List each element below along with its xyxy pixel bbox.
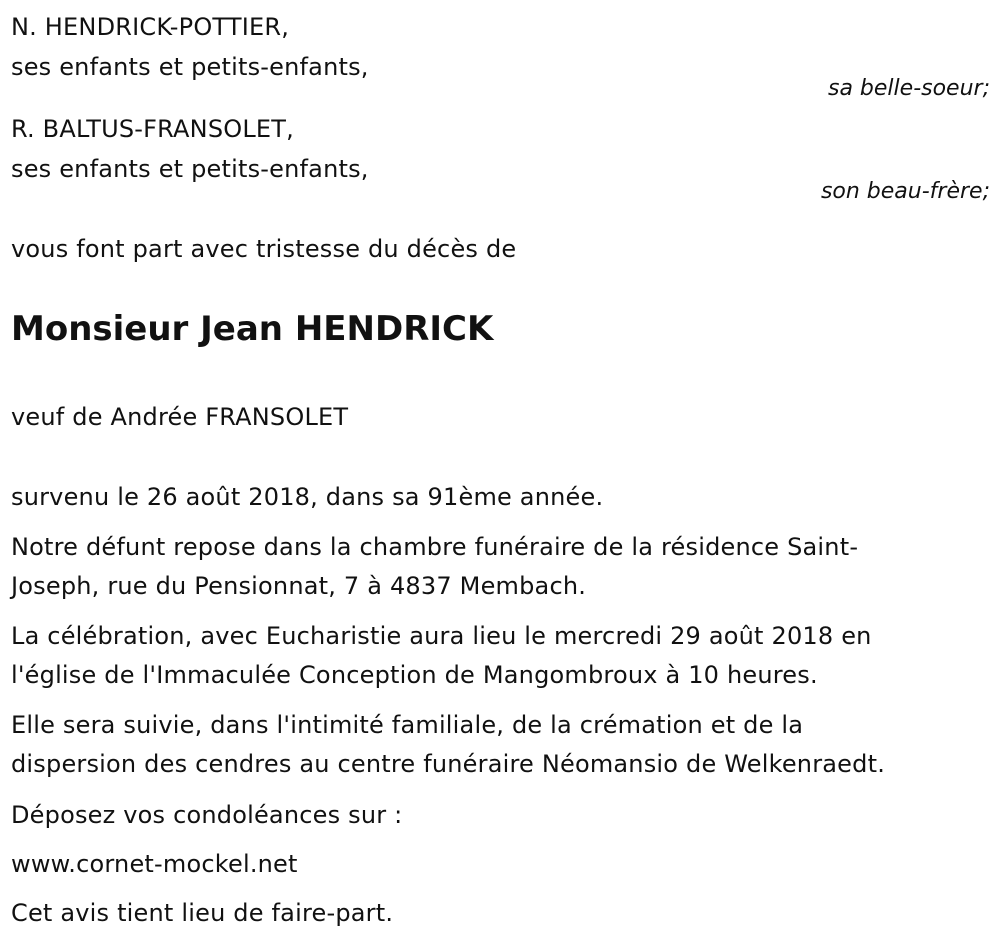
- announcer-name: R. BALTUS-FRANSOLET,: [11, 115, 294, 143]
- celebration-line-1: La célébration, avec Eucharistie aura lieu le mercredi 29 août 2018 en: [11, 622, 872, 650]
- announcer-name: N. HENDRICK-POTTIER,: [11, 13, 290, 41]
- repose-line-1: Notre défunt repose dans la chambre funéraire de la résidence Saint-: [11, 533, 859, 561]
- repose-line-2: Joseph, rue du Pensionnat, 7 à 4837 Membach.: [11, 572, 587, 600]
- closing-text: Cet avis tient lieu de faire-part.: [11, 899, 394, 927]
- cremation-line-2: dispersion des cendres au centre funéraire Néomansio de Welkenraedt.: [11, 750, 886, 778]
- cremation-line-1: Elle sera suivie, dans l'intimité familiale, de la crémation et de la: [11, 711, 804, 739]
- deceased-name: Monsieur Jean HENDRICK: [11, 309, 494, 349]
- announcer-family: ses enfants et petits-enfants,: [11, 155, 369, 183]
- condolences-label: Déposez vos condoléances sur :: [11, 801, 403, 829]
- intro-text: vous font part avec tristesse du décès de: [11, 235, 517, 263]
- widower-line: veuf de Andrée FRANSOLET: [11, 403, 349, 431]
- announcer-relation: sa belle-soeur;: [828, 76, 990, 101]
- website-link[interactable]: www.cornet-mockel.net: [11, 850, 298, 878]
- announcer-family: ses enfants et petits-enfants,: [11, 53, 369, 81]
- date-line: survenu le 26 août 2018, dans sa 91ème année.: [11, 483, 604, 511]
- announcer-relation: son beau-frère;: [820, 179, 990, 204]
- celebration-line-2: l'église de l'Immaculée Conception de Mangombroux à 10 heures.: [11, 661, 818, 689]
